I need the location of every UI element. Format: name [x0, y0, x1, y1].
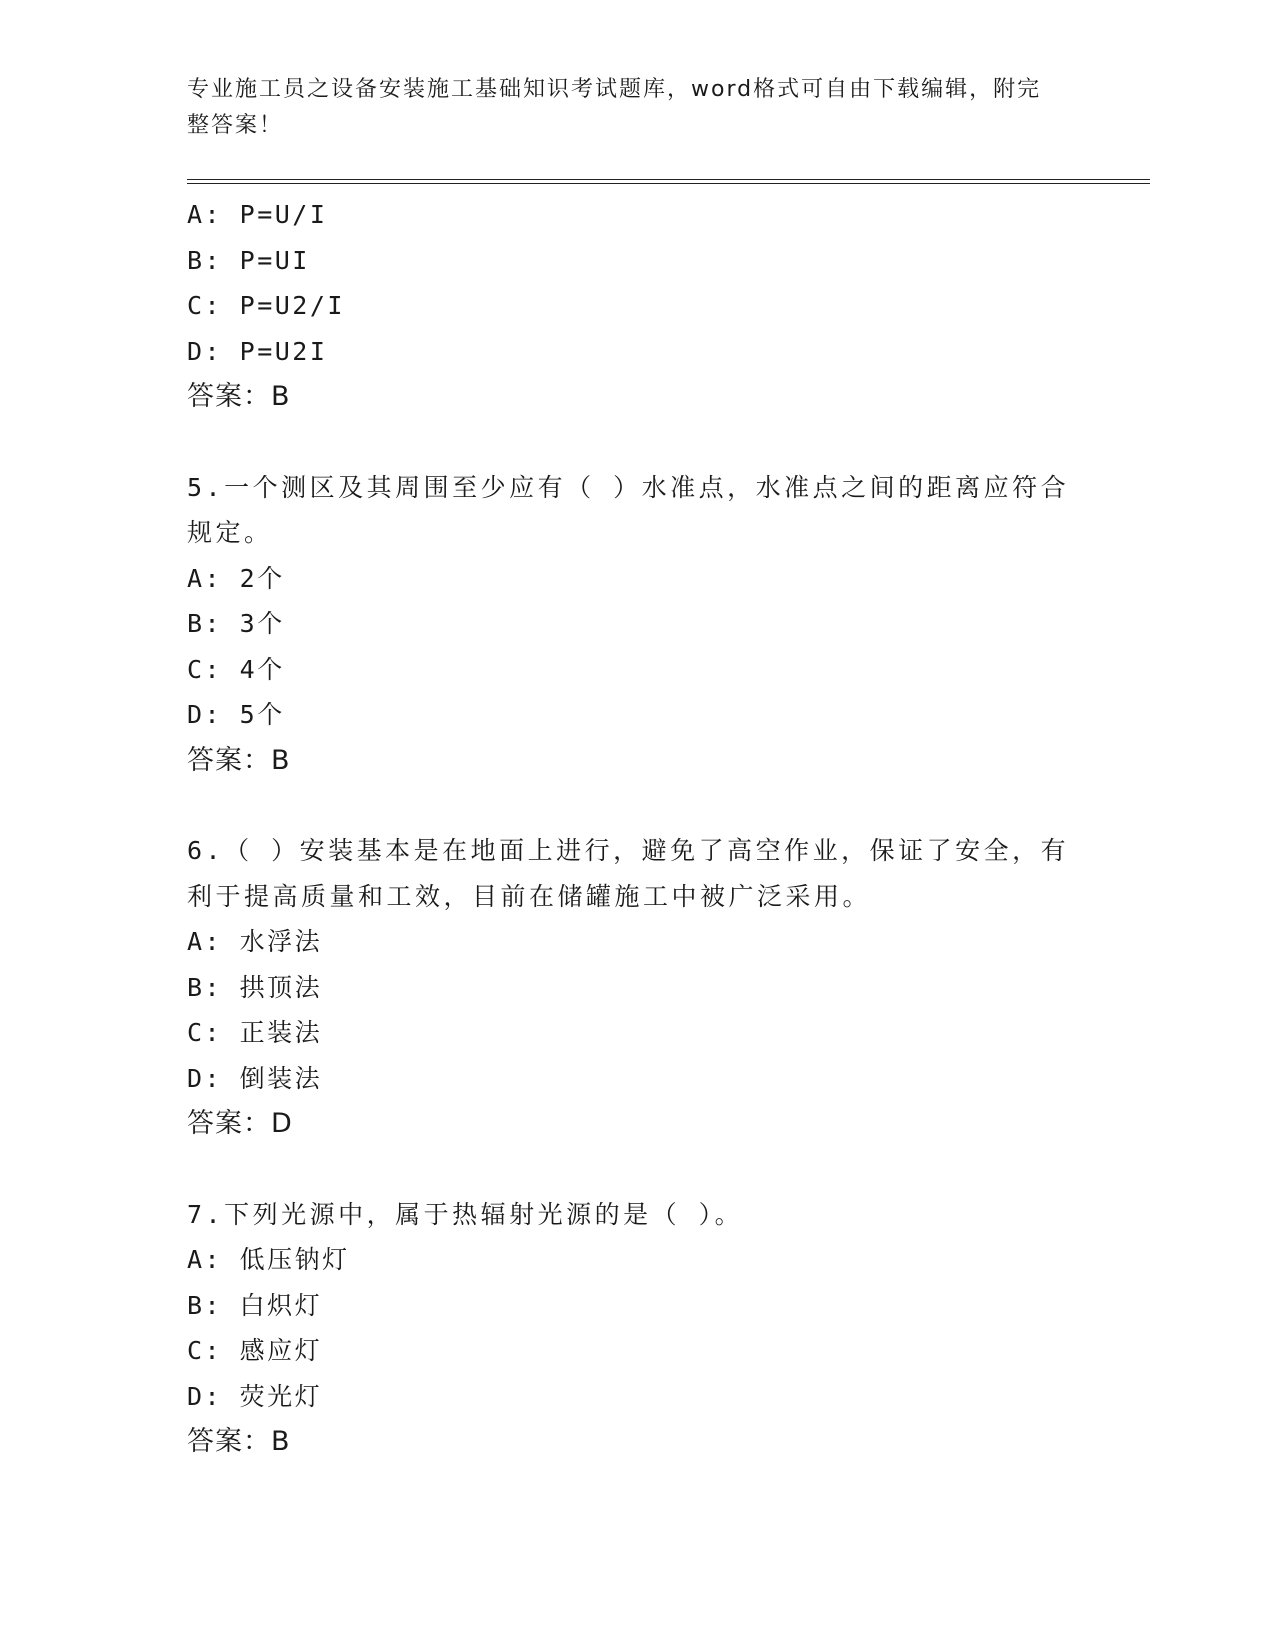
option-b: B: P=UI	[187, 245, 310, 275]
answer-line: 答案：B	[187, 1426, 291, 1457]
option-a: A: 2个	[187, 563, 285, 593]
option-c: C: 4个	[187, 654, 285, 684]
question-stem-line: 7.下列光源中，属于热辐射光源的是（ ）。	[187, 1199, 744, 1229]
answer-line: 答案：D	[187, 1108, 293, 1139]
option-c: C: 感应灯	[187, 1336, 323, 1365]
question-5	[187, 465, 1087, 784]
option-a: A: 水浮法	[187, 927, 323, 956]
option-d: D: P=U2I	[187, 336, 328, 366]
option-b: B: 白炽灯	[187, 1290, 323, 1320]
header-line-1: 专业施工员之设备安装施工基础知识考试题库，word格式可自由下载编辑，附完	[187, 77, 1042, 102]
option-b: B: 3个	[187, 609, 285, 638]
option-a: A: P=U/I	[187, 200, 328, 229]
option-c: C: 正装法	[187, 1018, 323, 1047]
answer-line: 答案：B	[187, 744, 291, 776]
option-d: D: 荧光灯	[187, 1381, 323, 1411]
option-c: C: P=U2/I	[187, 291, 345, 320]
header-line-2: 整答案！	[187, 113, 284, 138]
option-b: B: 拱顶法	[187, 972, 323, 1002]
question-7	[187, 1192, 1087, 1465]
header-divider-bottom	[187, 183, 1150, 184]
question-stem-line: 6.（ ）安装基本是在地面上进行，避免了高空作业，保证了安全，有	[187, 836, 1070, 865]
document-header	[187, 72, 1067, 144]
question-stem-line: 规定。	[187, 518, 273, 547]
option-d: D: 倒装法	[187, 1063, 323, 1093]
answer-line: 答案：B	[187, 381, 291, 412]
question-list	[187, 192, 1087, 1465]
header-divider-top	[187, 179, 1150, 180]
option-d: D: 5个	[187, 700, 285, 729]
option-a: A: 低压钠灯	[187, 1245, 350, 1274]
question-stem-line: 5.一个测区及其周围至少应有（ ）水准点，水准点之间的距离应符合	[187, 472, 1070, 502]
question-6	[187, 828, 1087, 1147]
question-stem-line: 利于提高质量和工效，目前在储罐施工中被广泛采用。	[187, 881, 872, 911]
question-4	[187, 192, 1087, 420]
